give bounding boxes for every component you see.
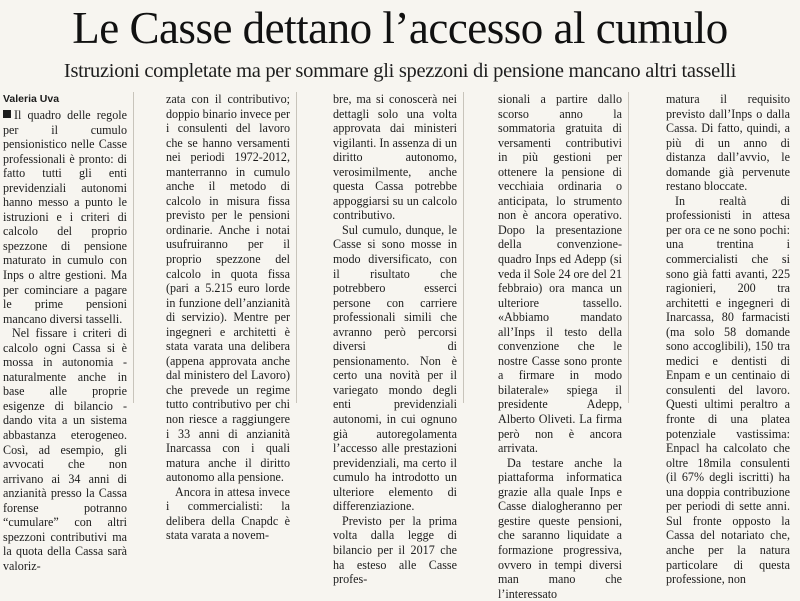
article-column-1: [3, 92, 127, 573]
paragraph-text: Il quadro delle regole per il cumulo pensionistico nelle Casse professionali è pronto: di fatto tutti gli enti previdenziali autonomi hanno messo a punto le istruzioni e i criteri di calcolo del proprio spezzone di pensione maturato in cumulo con Inps o altre gestioni. Ma per cominciare a pagare le prime pensioni mancano diversi tasselli.: [3, 108, 127, 326]
article-paragraph: matura il requisito previsto dall’Inps o dalla Cassa. Di fatto, quindi, a più di un anno di distanza dall’avvio, le domande già pervenute restano bloccate.: [666, 92, 790, 194]
article-paragraph: Sul cumulo, dunque, le Casse si sono mosse in modo diversificato, con il risultato che potrebbero esserci persone con carriere professionali simili che avranno però percorsi diversi di pensionamento. Non è certo una novità per il variegato mondo degli enti previdenziali autonomi, in cui ognuno già autoregolamenta l’accesso alle prestazioni previdenziali, ma certo il cumulo ha introdotto un ulteriore elemento di differenziazione.: [333, 222, 457, 514]
article-column-5: [666, 92, 790, 587]
byline: Valeria Uva: [3, 93, 60, 105]
article-column-2: [166, 92, 290, 543]
article-paragraph: Previsto per la prima volta dalla legge di bilancio per il 2017 che ha esteso alle Casse profes-: [333, 513, 457, 587]
article-column-4: [498, 92, 622, 601]
article-paragraph: Da testare anche la piattaforma informatica grazie alla quale Inps e Casse dialogheranno per gestire queste pensioni, che saranno liquidate a formazione progressiva, ovvero in tempi diversi man mano che l’interessato: [498, 455, 622, 601]
article-paragraph: bre, ma si conoscerà nei dettagli solo una volta approvata dai ministeri vigilanti. In assenza di un diritto autonomo, verosimilmente, anche questa Cassa potrebbe appoggiarsi su un calcolo contributivo.: [333, 92, 457, 223]
column-divider: [296, 92, 297, 403]
headline: Le Casse dettano l’accesso al cumulo: [72, 3, 728, 53]
column-divider: [628, 92, 629, 403]
article-paragraph: zata con il contributivo; doppio binario invece per i consulenti del lavoro che se hanno versamenti nei periodi 1972-2012, manterranno in cumulo anche il metodo di calcolo in misura fissa previsto per le pensioni ordinarie. Anche i notai usufruiranno per il proprio spezzone del calcolo in quota fissa (pari a 5.215 euro lorde in funzione dell’anzianità di servizio). Mentre per ingegneri e architetti è stata varata una delibera (appena approvata anche dal ministero del Lavoro) che prevede un regime tutto contributivo per chi non riesce a raggiungere i 33 anni di anzianità Inarcassa con i quali matura anche il diritto autonomo alla pensione.: [166, 92, 290, 485]
article-paragraph: In realtà di professionisti in attesa per ora ce ne sono pochi: una trentina i commercialisti che si sono già fatti avanti, 225 ragionieri, 200 tra architetti e ingegneri di Inarcassa, 80 farmacisti (ma solo 58 domande sono accoglibili), 150 tra medici e dentisti di Enpam e un centinaio di consulenti del lavoro. Questi ultimi peraltro a fronte di una platea potenziale vastissima: Enpacl ha calcolato che oltre 18mila consulenti (il 67% degli iscritti) ha una doppia contribuzione per periodi di sette anni. Sul fronte opposto la Cassa del notariato che, anche per la natura particolare di questa professione, non: [666, 193, 790, 587]
article-column-3: [333, 92, 457, 587]
column-divider: [463, 92, 464, 403]
column-divider: [133, 92, 134, 403]
article-body: [3, 92, 797, 601]
article-paragraph: Nel fissare i criteri di calcolo ogni Cassa si è mossa in autonomia - naturalmente anche in base alle proprie esigenze di bilancio - dando vita a un sistema abbastanza eterogeneo. Così, ad esempio, gli avvocati che non arrivano ai 34 anni di anzianità presso la Cassa forense potranno “cumulare” con altri spezzoni contributivi ma la quota della Cassa sarà valoriz-: [3, 326, 127, 573]
subtitle: Istruzioni completate ma per sommare gli spezzoni di pensione mancano altri tasselli: [63, 60, 737, 82]
article-paragraph: Ancora in attesa invece i commercialisti: la delibera della Cnapdc è stata varata a novem-: [166, 484, 290, 543]
paragraph-marker-icon: [3, 110, 11, 118]
article-paragraph: sionali a partire dallo scorso anno la sommatoria gratuita di versamenti contributivi in più gestioni per ottenere la pensione di vecchiaia ordinaria o anticipata, lo strumento non è ancora operativo. Dopo la presentazione della convenzione-quadro Inps ed Adepp (si veda il Sole 24 ore del 21 febbraio) ora manca un ulteriore tassello. «Abbiamo mandato all’Inps il testo della convenzione che le nostre Casse sono pronte a firmare in modo bilaterale» spiega il presidente Adepp, Alberto Oliveti. La firma però non è ancora arrivata.: [498, 92, 622, 456]
article-paragraph: [3, 108, 127, 326]
